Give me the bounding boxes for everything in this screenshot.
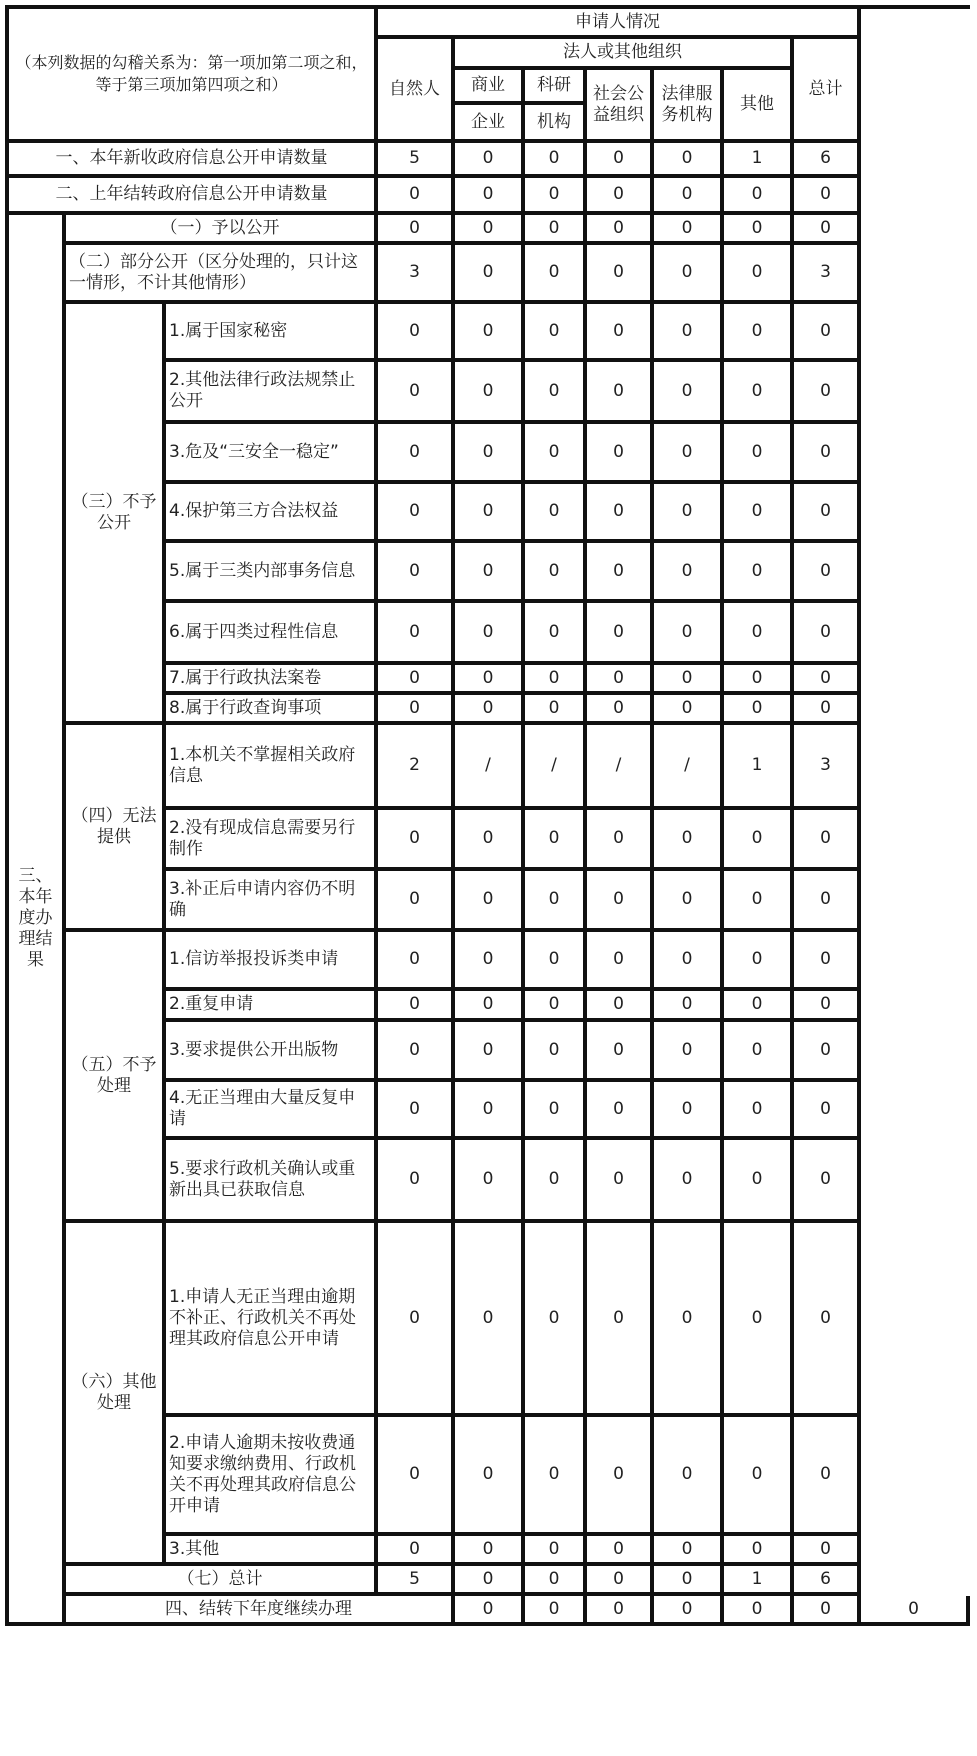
value-cell: 0: [587, 304, 654, 362]
value-cell: 1: [724, 143, 794, 178]
value-cell: 0: [525, 245, 587, 304]
value-cell: 0: [525, 424, 587, 484]
value-cell: 0: [861, 1596, 970, 1626]
value-cell: /: [587, 725, 654, 810]
value-cell: 0: [794, 1140, 861, 1223]
value-cell: 0: [654, 424, 724, 484]
row-label: （二）部分公开（区分处理的，只计这一情形，不计其他情形）: [66, 245, 378, 304]
value-cell: 0: [525, 143, 587, 178]
table-row: [9, 1566, 970, 1596]
value-cell: 0: [378, 991, 455, 1022]
value-cell: 0: [455, 1536, 525, 1566]
value-cell: 0: [455, 991, 525, 1022]
value-cell: 0: [587, 810, 654, 871]
section-not-disclosed: （三）不予公开: [66, 304, 166, 725]
value-cell: 3: [378, 245, 455, 304]
value-cell: 0: [455, 871, 525, 932]
value-cell: 0: [525, 871, 587, 932]
value-cell: 0: [587, 484, 654, 543]
value-cell: 0: [455, 810, 525, 871]
value-cell: 0: [587, 1140, 654, 1223]
value-cell: 0: [794, 178, 861, 215]
value-cell: 0: [724, 991, 794, 1022]
value-cell: 0: [724, 1417, 794, 1536]
row-label: 二、上年结转政府信息公开申请数量: [9, 178, 378, 215]
table-row: [9, 304, 970, 362]
value-cell: 0: [378, 871, 455, 932]
value-cell: 0: [587, 215, 654, 245]
value-cell: 3: [794, 245, 861, 304]
value-cell: 0: [455, 1566, 525, 1596]
value-cell: 0: [724, 178, 794, 215]
value-cell: 0: [654, 1417, 724, 1536]
value-cell: 0: [587, 1566, 654, 1596]
value-cell: 0: [724, 484, 794, 543]
value-cell: 0: [525, 1536, 587, 1566]
header-commercial-line2: 企业: [455, 105, 525, 143]
value-cell: 0: [525, 1223, 587, 1417]
value-cell: 0: [654, 991, 724, 1022]
header-other: 其他: [724, 70, 794, 143]
value-cell: 0: [794, 362, 861, 424]
value-cell: 0: [525, 1417, 587, 1536]
row-label: （七）总计: [66, 1566, 378, 1596]
value-cell: 0: [587, 1417, 654, 1536]
value-cell: 0: [455, 424, 525, 484]
value-cell: 0: [587, 424, 654, 484]
value-cell: 0: [525, 991, 587, 1022]
value-cell: 0: [654, 1223, 724, 1417]
value-cell: 0: [794, 603, 861, 665]
row-label: 2.申请人逾期未按收费通知要求缴纳费用、行政机关不再处理其政府信息公开申请: [166, 1417, 378, 1536]
value-cell: 0: [525, 543, 587, 603]
value-cell: 0: [378, 1082, 455, 1140]
value-cell: 0: [455, 143, 525, 178]
value-cell: 1: [724, 1566, 794, 1596]
value-cell: 0: [525, 178, 587, 215]
table-row: [9, 245, 970, 304]
value-cell: 0: [378, 1536, 455, 1566]
row-label: 5.属于三类内部事务信息: [166, 543, 378, 603]
value-cell: 0: [378, 1223, 455, 1417]
section-not-processed: （五）不予处理: [66, 932, 166, 1223]
value-cell: 0: [378, 1417, 455, 1536]
value-cell: 0: [724, 1140, 794, 1223]
row-label: 四、结转下年度继续办理: [66, 1596, 455, 1626]
value-cell: 0: [587, 871, 654, 932]
value-cell: 0: [654, 1566, 724, 1596]
value-cell: 0: [525, 810, 587, 871]
value-cell: 0: [654, 1596, 724, 1626]
value-cell: 0: [654, 304, 724, 362]
value-cell: /: [654, 725, 724, 810]
value-cell: 0: [794, 665, 861, 695]
value-cell: 0: [455, 695, 525, 725]
header-research-line2: 机构: [525, 105, 587, 143]
value-cell: 0: [378, 695, 455, 725]
header-natural-person: 自然人: [378, 39, 455, 143]
header-legal-service: 法律服务机构: [654, 70, 724, 143]
row-label: 2.重复申请: [166, 991, 378, 1022]
value-cell: 0: [455, 1022, 525, 1082]
value-cell: 0: [654, 810, 724, 871]
section-other-processing: （六）其他处理: [66, 1223, 166, 1566]
value-cell: 0: [587, 362, 654, 424]
value-cell: 0: [378, 424, 455, 484]
value-cell: 0: [455, 1223, 525, 1417]
value-cell: 0: [794, 695, 861, 725]
value-cell: 0: [525, 1082, 587, 1140]
value-cell: 0: [794, 871, 861, 932]
value-cell: 0: [794, 1596, 861, 1626]
value-cell: 0: [525, 1596, 587, 1626]
row-label: 2.其他法律行政法规禁止公开: [166, 362, 378, 424]
value-cell: 0: [654, 143, 724, 178]
value-cell: 0: [654, 665, 724, 695]
row-label: 6.属于四类过程性信息: [166, 603, 378, 665]
table-row: [9, 725, 970, 810]
value-cell: 0: [455, 245, 525, 304]
row-label: 4.保护第三方合法权益: [166, 484, 378, 543]
row-label: 1.信访举报投诉类申请: [166, 932, 378, 991]
value-cell: 0: [455, 362, 525, 424]
value-cell: 0: [587, 932, 654, 991]
row-label: 3.补正后申请内容仍不明确: [166, 871, 378, 932]
value-cell: 0: [794, 991, 861, 1022]
value-cell: 0: [378, 178, 455, 215]
value-cell: 0: [525, 362, 587, 424]
value-cell: 0: [654, 362, 724, 424]
section-cannot-provide: （四）无法提供: [66, 725, 166, 932]
value-cell: 0: [378, 810, 455, 871]
value-cell: 0: [587, 178, 654, 215]
row-label: 7.属于行政执法案卷: [166, 665, 378, 695]
value-cell: 0: [455, 1140, 525, 1223]
row-label: 4.无正当理由大量反复申请: [166, 1082, 378, 1140]
gov-info-disclosure-table: [5, 5, 970, 1626]
value-cell: 0: [587, 603, 654, 665]
value-cell: 0: [455, 1596, 525, 1626]
row-label: 8.属于行政查询事项: [166, 695, 378, 725]
value-cell: 0: [654, 871, 724, 932]
header-research-line1: 科研: [525, 70, 587, 105]
value-cell: 0: [724, 424, 794, 484]
value-cell: 0: [378, 362, 455, 424]
value-cell: 0: [724, 304, 794, 362]
value-cell: 0: [654, 245, 724, 304]
value-cell: 0: [794, 215, 861, 245]
row-label: 1.属于国家秘密: [166, 304, 378, 362]
value-cell: 0: [654, 1536, 724, 1566]
value-cell: 0: [724, 810, 794, 871]
value-cell: 0: [587, 245, 654, 304]
value-cell: 0: [724, 695, 794, 725]
value-cell: 0: [455, 932, 525, 991]
row-label: 1.本机关不掌握相关政府信息: [166, 725, 378, 810]
value-cell: 0: [794, 304, 861, 362]
section-result-group: 三、本年度办理结果: [9, 215, 66, 1626]
value-cell: 0: [587, 665, 654, 695]
value-cell: 0: [525, 603, 587, 665]
header-applicant-status: 申请人情况: [378, 9, 861, 39]
value-cell: 0: [794, 484, 861, 543]
table-row: [9, 1596, 970, 1626]
value-cell: 0: [724, 1536, 794, 1566]
value-cell: 0: [654, 543, 724, 603]
value-cell: 0: [378, 1140, 455, 1223]
value-cell: 0: [587, 695, 654, 725]
value-cell: 0: [794, 1022, 861, 1082]
value-cell: 0: [724, 543, 794, 603]
value-cell: 0: [794, 1223, 861, 1417]
value-cell: 0: [724, 932, 794, 991]
value-cell: 0: [587, 1596, 654, 1626]
value-cell: 0: [587, 1082, 654, 1140]
value-cell: 0: [378, 603, 455, 665]
value-cell: 0: [587, 991, 654, 1022]
value-cell: 0: [455, 1082, 525, 1140]
value-cell: 0: [525, 665, 587, 695]
value-cell: 0: [525, 484, 587, 543]
value-cell: 0: [794, 1082, 861, 1140]
value-cell: 0: [455, 665, 525, 695]
value-cell: 0: [654, 1082, 724, 1140]
value-cell: 0: [724, 1082, 794, 1140]
row-label: 5.要求行政机关确认或重新出具已获取信息: [166, 1140, 378, 1223]
header-legal-entities: 法人或其他组织: [455, 39, 794, 70]
value-cell: 3: [794, 725, 861, 810]
value-cell: 1: [724, 725, 794, 810]
header-social-welfare: 社会公益组织: [587, 70, 654, 143]
value-cell: 0: [724, 871, 794, 932]
value-cell: 0: [525, 932, 587, 991]
value-cell: 2: [378, 725, 455, 810]
value-cell: 0: [654, 932, 724, 991]
table-row: [9, 932, 970, 991]
value-cell: 6: [794, 143, 861, 178]
value-cell: 5: [378, 1566, 455, 1596]
value-cell: 0: [724, 665, 794, 695]
row-label: 一、本年新收政府信息公开申请数量: [9, 143, 378, 178]
value-cell: 0: [724, 1022, 794, 1082]
value-cell: 0: [525, 215, 587, 245]
value-cell: 0: [794, 810, 861, 871]
value-cell: 0: [794, 1417, 861, 1536]
value-cell: 0: [654, 1022, 724, 1082]
value-cell: 0: [587, 543, 654, 603]
row-label: 3.其他: [166, 1536, 378, 1566]
value-cell: 0: [378, 1022, 455, 1082]
value-cell: 0: [378, 543, 455, 603]
value-cell: 0: [654, 178, 724, 215]
value-cell: 0: [378, 215, 455, 245]
value-cell: 6: [794, 1566, 861, 1596]
value-cell: 0: [525, 1566, 587, 1596]
row-label: 3.要求提供公开出版物: [166, 1022, 378, 1082]
value-cell: 0: [724, 362, 794, 424]
value-cell: 0: [724, 603, 794, 665]
value-cell: 0: [525, 304, 587, 362]
value-cell: 0: [525, 1140, 587, 1223]
value-cell: 0: [794, 932, 861, 991]
value-cell: 0: [654, 695, 724, 725]
value-cell: 0: [455, 215, 525, 245]
value-cell: 0: [378, 665, 455, 695]
value-cell: 0: [455, 304, 525, 362]
value-cell: 0: [455, 484, 525, 543]
row-label: 1.申请人无正当理由逾期不补正、行政机关不再处理其政府信息公开申请: [166, 1223, 378, 1417]
header-commercial-line1: 商业: [455, 70, 525, 105]
value-cell: /: [525, 725, 587, 810]
value-cell: 0: [455, 178, 525, 215]
value-cell: 0: [525, 695, 587, 725]
table-row: [9, 143, 970, 178]
value-cell: 0: [587, 1022, 654, 1082]
value-cell: /: [455, 725, 525, 810]
value-cell: 0: [378, 304, 455, 362]
value-cell: 0: [654, 603, 724, 665]
value-cell: 0: [654, 1140, 724, 1223]
header-note: （本列数据的勾稽关系为：第一项加第二项之和，等于第三项加第四项之和）: [9, 9, 378, 143]
table-row: [9, 215, 970, 245]
row-label: （一）予以公开: [66, 215, 378, 245]
row-label: 2.没有现成信息需要另行制作: [166, 810, 378, 871]
value-cell: 0: [587, 1536, 654, 1566]
value-cell: 0: [587, 1223, 654, 1417]
value-cell: 0: [455, 1417, 525, 1536]
row-label: 3.危及“三安全一稳定”: [166, 424, 378, 484]
value-cell: 0: [378, 484, 455, 543]
table-row: [9, 1223, 970, 1417]
table-row: [9, 178, 970, 215]
value-cell: 0: [724, 1223, 794, 1417]
value-cell: 0: [724, 1596, 794, 1626]
value-cell: 0: [654, 215, 724, 245]
value-cell: 0: [654, 484, 724, 543]
value-cell: 0: [794, 424, 861, 484]
value-cell: 0: [724, 215, 794, 245]
header-total: 总计: [794, 39, 861, 143]
value-cell: 0: [724, 245, 794, 304]
value-cell: 0: [455, 543, 525, 603]
value-cell: 0: [587, 143, 654, 178]
value-cell: 0: [525, 1022, 587, 1082]
value-cell: 0: [794, 1536, 861, 1566]
value-cell: 0: [455, 603, 525, 665]
value-cell: 0: [794, 543, 861, 603]
value-cell: 5: [378, 143, 455, 178]
value-cell: 0: [378, 932, 455, 991]
